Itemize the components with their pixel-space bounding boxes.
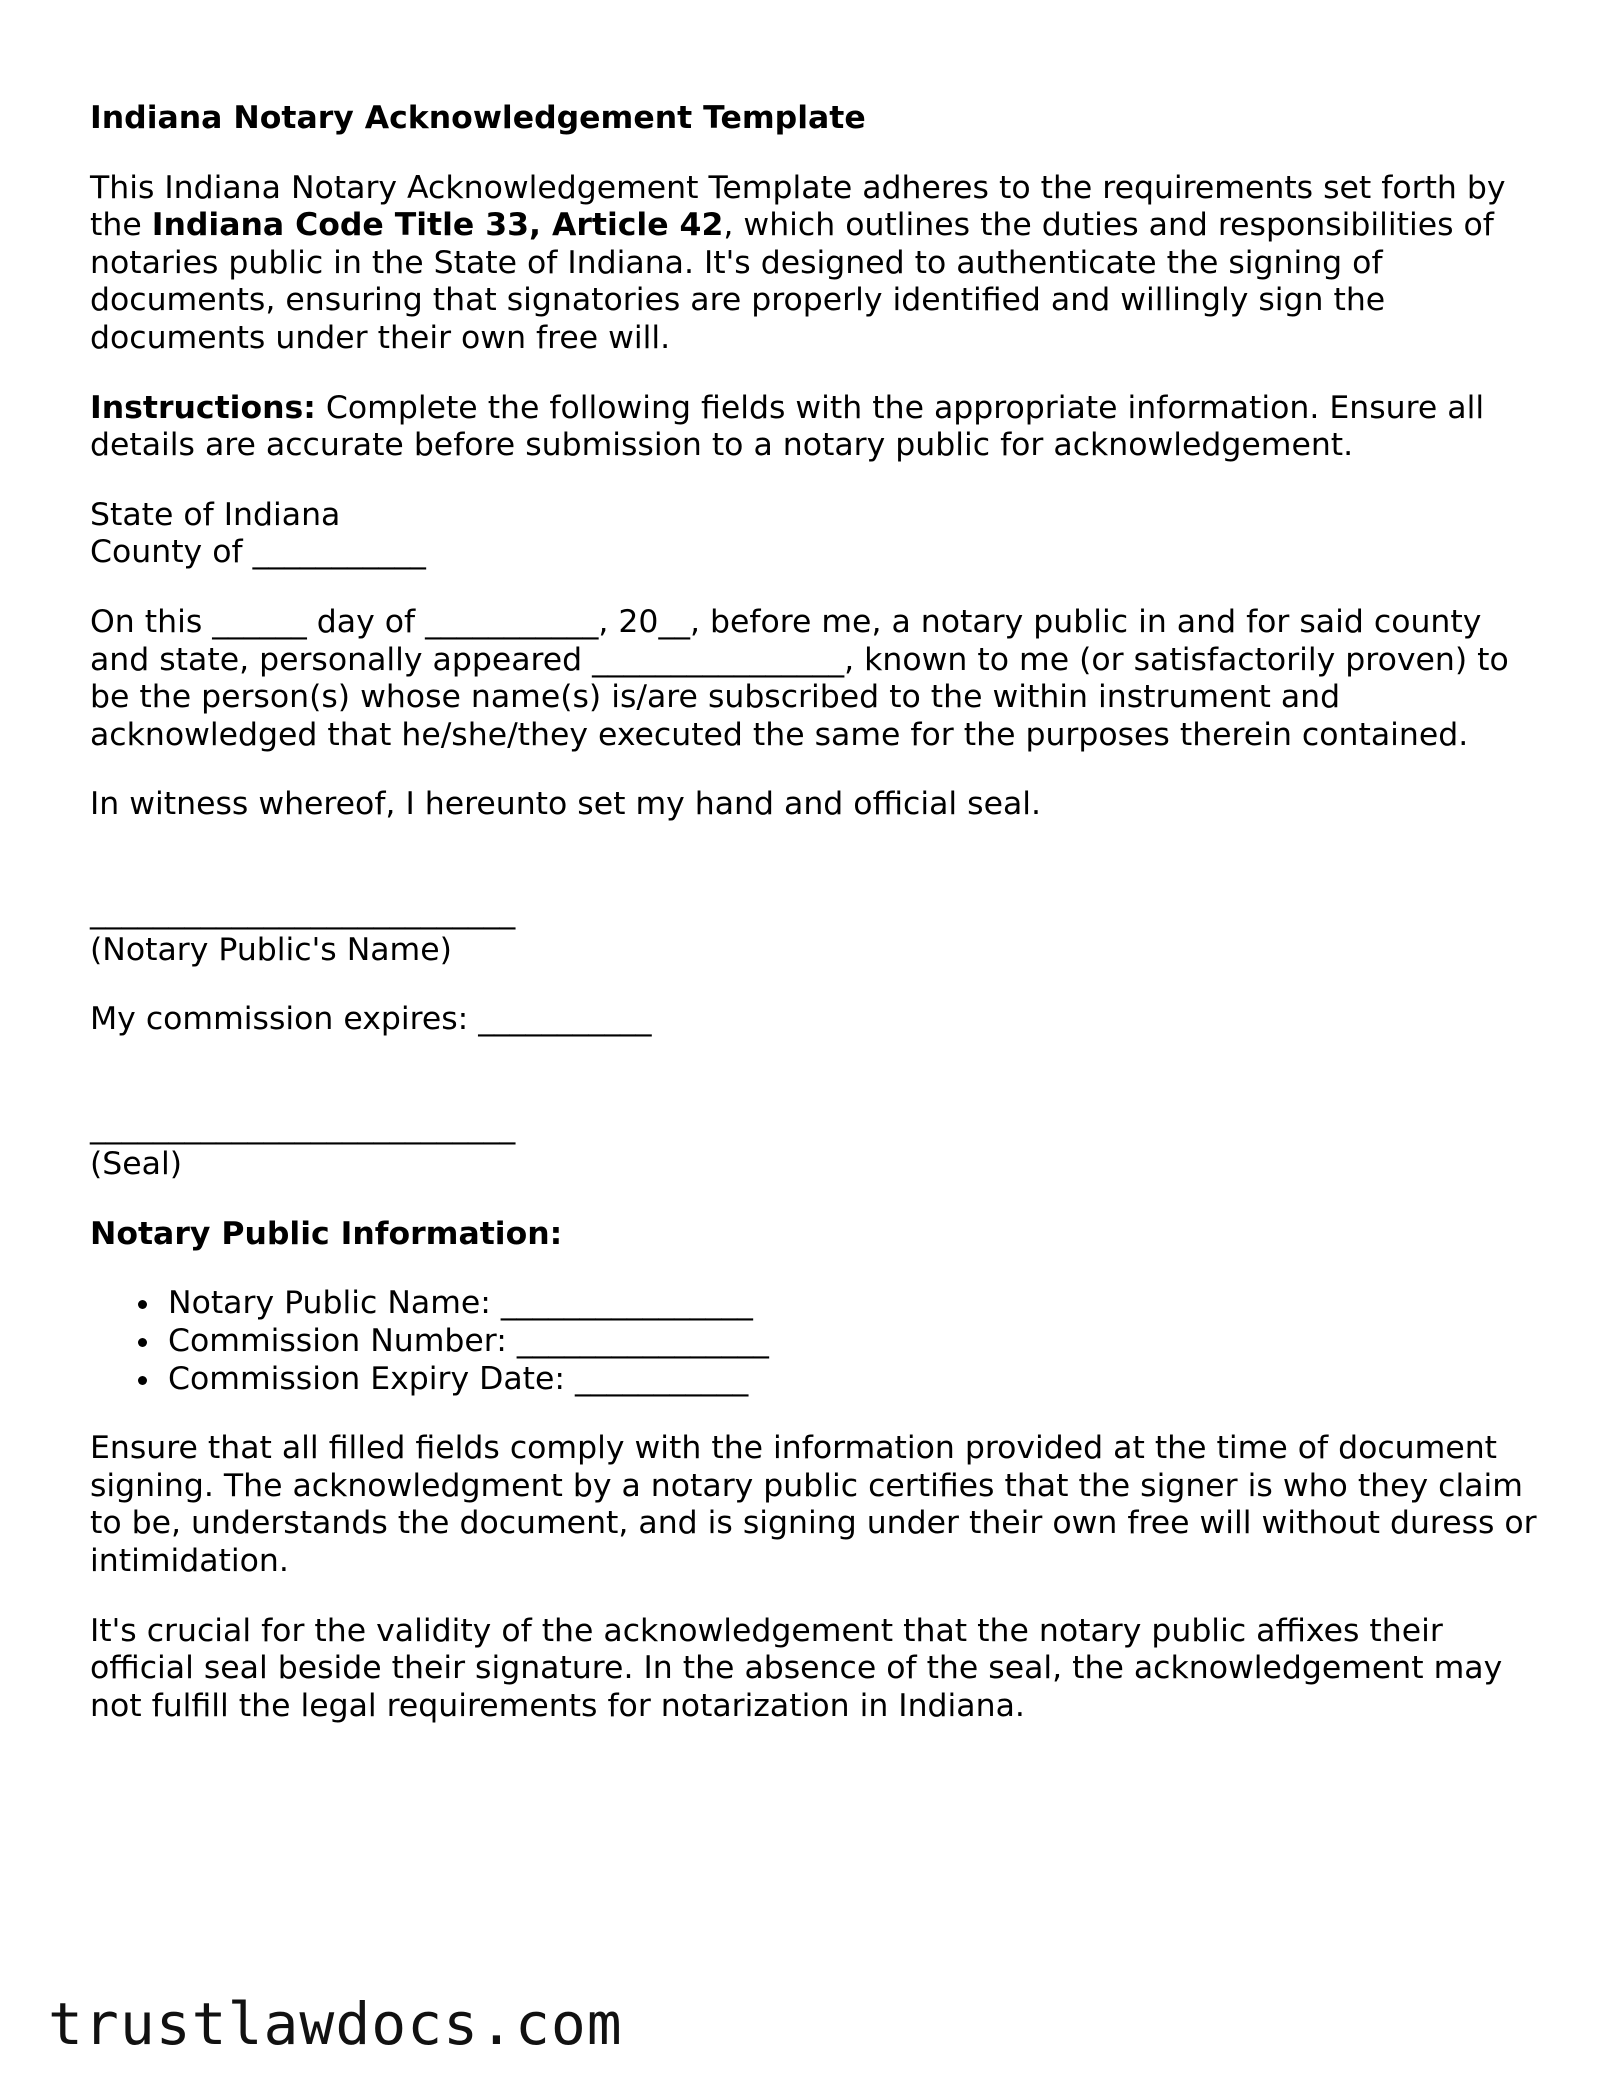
- site-watermark: trustlawdocs.com: [48, 1990, 623, 2058]
- venue-block: [90, 497, 1550, 572]
- intro-text-before: This Indiana Notary Acknowledgement Template adheres to the requirements set forth by the: [90, 169, 1506, 244]
- list-item: Notary Public Name: ________________: [168, 1285, 1550, 1323]
- seal-caption: (Seal): [90, 1146, 183, 1183]
- notary-info-list: [90, 1285, 1550, 1398]
- notary-signature-block: [90, 894, 1550, 969]
- commission-expires-field: My commission expires: ___________: [90, 1001, 652, 1038]
- venue-county-field: County of ___________: [90, 534, 426, 571]
- notary-signature-caption: (Notary Public's Name): [90, 931, 452, 968]
- acknowledgement-paragraph: On this ______ day of ___________, 20__, before me, a notary public in and for said county and state, personally appeared ________________, known to me (or satisfactorily proven) to be the person(s) whose name(s) is/are subscribed to the within instrument and acknowledged that he/she/they executed the same for the purposes therein contained.: [90, 603, 1509, 753]
- indiana-code-reference: Indiana Code Title 33, Article 42: [151, 207, 724, 244]
- list-item: Commission Expiry Date: ___________: [168, 1361, 1550, 1399]
- intro-text-after: , which outlines the duties and responsibilities of notaries public in the State of Indiana. It's designed to authenticate the signing of documents, ensuring that signatories are properly identified and willingly sign the documents under their own free will.: [90, 207, 1494, 356]
- instructions-text: Complete the following fields with the appropriate information. Ensure all details are accurate before submission to a notary public for acknowledgement.: [90, 389, 1485, 464]
- notary-info-heading: Notary Public Information:: [90, 1215, 563, 1252]
- notary-signature-line: ___________________________: [90, 893, 516, 930]
- closing-paragraph-seal: It's crucial for the validity of the acknowledgement that the notary public affixes their official seal beside their signature. In the absence of the seal, the acknowledgement may not fulfill the legal requirements for notarization in Indiana.: [90, 1612, 1503, 1724]
- venue-state: State of Indiana: [90, 496, 341, 533]
- document-title: Indiana Notary Acknowledgement Template: [90, 100, 866, 136]
- intro-paragraph: [90, 170, 1550, 358]
- document-page: [90, 100, 1550, 1757]
- instructions-label: Instructions:: [90, 389, 316, 426]
- instructions-paragraph: [90, 390, 1550, 465]
- witness-statement: In witness whereof, I hereunto set my hand and official seal.: [90, 786, 1042, 823]
- seal-line: ___________________________: [90, 1108, 516, 1145]
- seal-block: [90, 1109, 1550, 1184]
- list-item: Commission Number: ________________: [168, 1323, 1550, 1361]
- closing-paragraph-compliance: Ensure that all filled fields comply with the information provided at the time of document signing. The acknowledgment by a notary public certifies that the signer is who they claim to be, understands the document, and is signing under their own free will without duress or intimidation.: [90, 1430, 1537, 1580]
